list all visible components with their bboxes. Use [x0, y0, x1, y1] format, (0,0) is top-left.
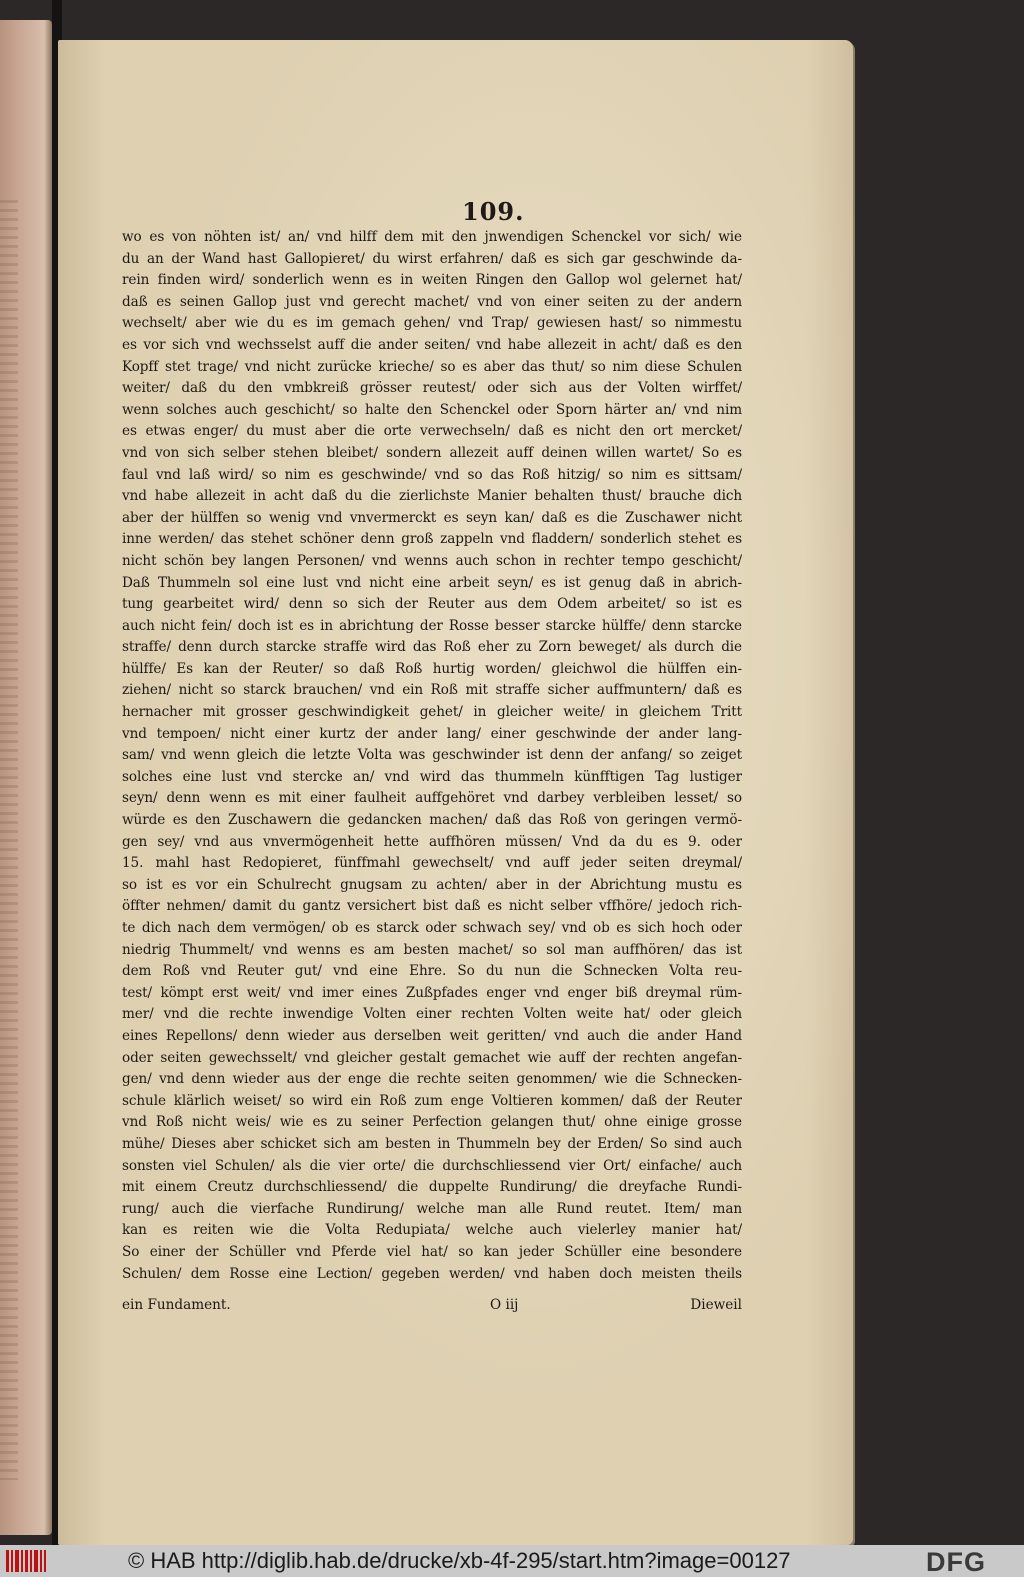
text-line: würde es den Zuschawern die gedancken machen/ daß das Roß von geringen vermö- — [122, 812, 742, 829]
text-line: auch nicht fein/ doch ist es in abrichtung der Rosse besser starcke hülffe/ denn starcke — [122, 617, 742, 634]
text-line: vnd tempoen/ nicht einer kurtz der ander lang/ einer geschwinde der ander lang- — [122, 725, 742, 742]
text-line: es vor sich vnd wechsselst auff die ander seiten/ vnd habe allezeit in acht/ daß es den — [122, 336, 742, 353]
text-line: schule klärlich weiset/ so wird ein Roß zum enge Voltieren kommen/ daß der Reuter — [122, 1092, 742, 1109]
text-line: daß es seinen Gallop just vnd gerecht machet/ vnd von einer seiten zu der andern — [122, 293, 742, 310]
page-footer-line — [122, 1297, 742, 1319]
text-line: inne werden/ das stehet schöner denn groß zappeln vnd fladdern/ sonderlich stehet es — [122, 531, 742, 548]
text-line: weiter/ daß du den vmbkreiß grösser reutest/ oder sich aus der Volten wirffet/ — [122, 380, 742, 397]
left-page-edge — [0, 20, 52, 1535]
text-line: sam/ vnd wenn gleich die letzte Volta was geschwinder ist denn der anfang/ so zeiget — [122, 747, 742, 764]
text-line: wechselt/ aber wie du es im gemach gehen/ vnd Trap/ gewiesen hast/ so nimmestu — [122, 315, 742, 332]
text-line: nicht schön bey langen Personen/ vnd wenns auch schon in rechter tempo geschicht/ — [122, 552, 742, 569]
text-line: mühe/ Dieses aber schicket sich am besten in Thummeln bey der Erden/ So sind auch — [122, 1135, 742, 1152]
text-line: dem Roß vnd Reuter gut/ vnd eine Ehre. So du nun die Schnecken Volta reu- — [122, 963, 742, 980]
body-text — [122, 227, 742, 1285]
text-line: sonsten viel Schulen/ als die vier orte/ die durchschliessend vier Ort/ einfache/ auch — [122, 1157, 742, 1174]
text-line: Daß Thummeln sol eine lust vnd nicht eine arbeit seyn/ es ist genug daß in abrich- — [122, 574, 742, 591]
text-line: hernacher mit grosser geschwindigkeit gehet/ in gleicher weite/ in gleichem Tritt — [122, 704, 742, 721]
dfg-logo: DFG — [926, 1547, 986, 1577]
text-line: so ist es vor ein Schulrecht gnugsam zu achten/ aber in der Abrichtung mustu es — [122, 876, 742, 893]
text-line: wenn solches auch geschicht/ so halte den Schenckel oder Sporn härter an/ vnd nim — [122, 401, 742, 418]
text-line: test/ kömpt erst weit/ vnd imer eines Zußpfades enger vnd enger biß dreymal rüm- — [122, 984, 742, 1001]
text-line: vnd Roß nicht weis/ wie es zu seiner Perfection gelangen thut/ ohne einige grosse — [122, 1114, 742, 1131]
text-line: So einer der Schüller vnd Pferde viel hat/ so kan jeder Schüller eine besondere — [122, 1243, 742, 1260]
text-line: te dich nach dem vermögen/ ob es starck oder schwach sey/ vnd ob es sich hoch oder — [122, 920, 742, 936]
text-line: es etwas enger/ du must aber die orte verwechseln/ daß es nicht den ort mercket/ — [122, 423, 742, 440]
text-line: mer/ vnd die rechte inwendige Volten einer rechten Volten weite hat/ oder gleich — [122, 1006, 742, 1023]
text-line: öffter nehmen/ damit du gantz versichert bist daß es nicht selber vffhöre/ jedoch rich- — [122, 898, 742, 915]
text-line: eines Repellons/ denn wieder aus derselben weit geritten/ vnd auch die ander Hand — [122, 1027, 742, 1044]
text-line: du an der Wand hast Gallopieret/ du wirst erfahren/ daß es sich gar geschwinde da- — [122, 250, 742, 267]
text-line: hülffe/ Es kan der Reuter/ so daß Roß hurtig worden/ gleichwol die hülffen ein- — [122, 660, 742, 677]
text-line: tung gearbeitet wird/ denn so sich der Reuter aus dem Odem arbeitet/ so ist es — [122, 596, 742, 613]
text-line: aber der hülffen so wenig vnd vnvermerckt es seyn kan/ daß es die Zuschawer nicht — [122, 509, 742, 526]
left-page-text-shadow — [0, 200, 18, 1480]
text-line: Schulen/ dem Rosse eine Lection/ gegeben werden/ vnd haben doch meisten theils — [122, 1265, 742, 1282]
text-line: Kopff stet trage/ vnd nicht zurücke krieche/ so es aber das thut/ so nim diese Schulen — [122, 358, 742, 375]
text-line: rein finden wird/ sonderlich wenn es in weiten Ringen den Gallop wol gelernet hat/ — [122, 272, 742, 289]
text-line: rung/ auch die vierfache Rundirung/ welche man alle Rund reutet. Item/ man — [122, 1200, 742, 1217]
signature-mark: O iij — [490, 1297, 519, 1313]
text-line: vnd von sich selber stehen bleibet/ sondern allezeit auff deinen willen wartet/ So es — [122, 444, 742, 461]
text-line: seyn/ denn wenn es mit einer faulheit auffgehöret vnd darbey verbleiben lesset/ so — [122, 790, 742, 807]
text-line: straffe/ denn durch starcke straffe wird das Roß eher zu Zorn beweget/ als durch die — [122, 639, 742, 656]
text-line: 15. mahl hast Redopieret, fünffmahl gewechselt/ vnd auff jeder seiten dreymal/ — [122, 855, 742, 872]
text-line: ziehen/ nicht so starck brauchen/ vnd ein Roß mit straffe sicher auffmuntern/ daß es — [122, 682, 742, 699]
text-line: niedrig Thummelt/ vnd wenns es am besten machet/ so sol man auffhören/ das ist — [122, 941, 742, 958]
text-line: vnd habe allezeit in acht daß du die zierlichste Manier behalten thust/ brauche dich — [122, 488, 742, 505]
last-line-text: ein Fundament. — [122, 1297, 231, 1313]
text-line: gen/ vnd denn wieder aus der enge die rechte seiten genommen/ wie die Schnecken- — [122, 1071, 742, 1088]
text-line: oder seiten gewechsselt/ vnd gleicher gestalt gemachet wie auff der rechten angefan- — [122, 1049, 742, 1066]
text-line: kan es reiten wie die Volta Redupiata/ welche auch vielerley manier hat/ — [122, 1222, 742, 1239]
text-line: wo es von nöhten ist/ an/ vnd hilff dem mit den jnwendigen Schenckel vor sich/ wie — [122, 229, 742, 245]
text-line: solches eine lust vnd stercke an/ vnd wird das thummeln künfftigen Tag lustiger — [122, 768, 742, 785]
text-line: mit einem Creutz durchschliessend/ die duppelte Rundirung/ die dreyfache Rundi- — [122, 1179, 742, 1196]
footer-credit-link[interactable]: © HAB http://diglib.hab.de/drucke/xb-4f-295/start.htm?image=00127 — [128, 1548, 791, 1573]
barcode-icon — [6, 1550, 46, 1572]
text-line: gen sey/ vnd aus vnvermögenheit hette auffhören müssen/ Vnd da du es 9. oder — [122, 833, 742, 850]
catchword: Dieweil — [690, 1297, 742, 1313]
text-line: faul vnd laß wird/ so nim es geschwinde/ vnd so das Roß hitzig/ so nim es sittsam/ — [122, 466, 742, 483]
page-number: 109. — [462, 197, 525, 226]
